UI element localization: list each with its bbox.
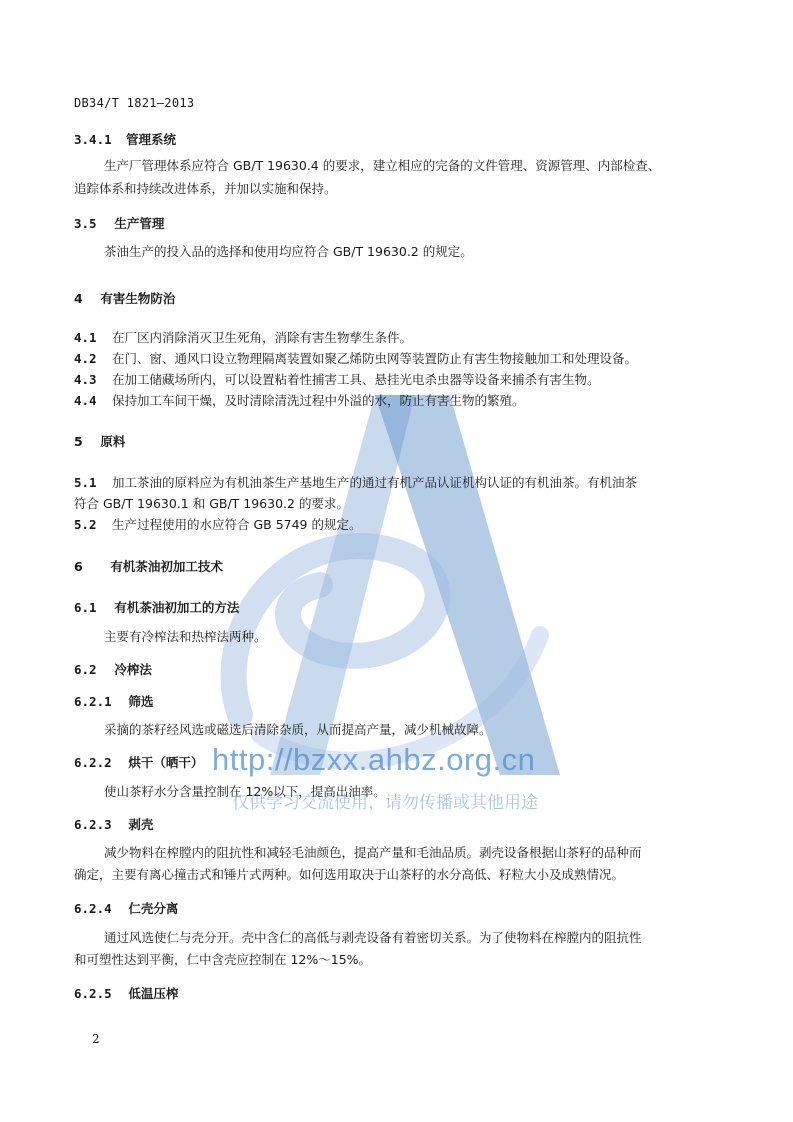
section-number: 6.2.2: [74, 755, 112, 770]
item-text: 保持加工车间干燥，及时清除清洗过程中外溢的水，防止有害生物的繁殖。: [111, 393, 525, 408]
section-number: 6.2: [74, 662, 97, 677]
list-item: [74, 391, 525, 409]
section-title: 生产管理: [114, 216, 165, 231]
item-text: 加工茶油的原料应为有机油茶生产基地生产的通过有机产品认证机构认证的有机油茶。有机油茶: [111, 475, 637, 490]
item-number: 4.4: [74, 393, 97, 408]
item-text: 在厂区内消除消灭卫生死角，消除有害生物孳生条件。: [111, 330, 412, 345]
section-heading-3-5: [74, 214, 164, 232]
section-number: 5: [74, 434, 83, 449]
section-heading-6-2-1: [74, 692, 153, 710]
item-continuation: 符合 GB/T 19630.1 和 GB/T 19630.2 的要求。: [74, 496, 349, 511]
section-number: 3.5: [74, 216, 97, 231]
section-number: 6.2.1: [74, 694, 112, 709]
watermark-note: 仅供学习交流使用，请勿传播或其他用途: [232, 793, 538, 813]
section-title: 烘干（晒干）: [128, 755, 204, 770]
section-number: 6.1: [74, 600, 97, 615]
section-number: 4: [74, 291, 83, 306]
list-item: [74, 515, 361, 533]
paragraph-line: 使山茶籽水分含量控制在 12%以下，提高出油率。: [104, 784, 386, 799]
section-heading-4: [74, 289, 175, 307]
paragraph-line: 采摘的茶籽经风选或磁选后清除杂质，从而提高产量，减少机械故障。: [104, 722, 492, 737]
watermark-url: http://bzxx.ahbz.org.cn: [212, 742, 536, 777]
paragraph-line: 主要有冷榨法和热榨法两种。: [104, 629, 267, 644]
section-title: 低温压榨: [128, 986, 179, 1001]
list-item: [74, 349, 637, 367]
section-title: 有机茶油初加工技术: [110, 559, 223, 574]
list-item: [74, 328, 412, 346]
section-number: 6.2.3: [74, 817, 112, 832]
section-title: 冷榨法: [114, 662, 152, 677]
item-number: 4.3: [74, 372, 97, 387]
section-title: 管理系统: [126, 132, 177, 147]
section-number: 6: [74, 559, 83, 574]
item-number: 4.1: [74, 330, 97, 345]
item-number: 5.1: [74, 475, 97, 490]
item-text: 在门、窗、通风口设立物理隔离装置如聚乙烯防虫网等装置防止有害生物接触加工和处理设备。: [111, 351, 637, 366]
item-text: 在加工储藏场所内，可以设置粘着性捕害工具、悬挂光电杀虫器等设备来捕杀有害生物。: [111, 372, 600, 387]
section-heading-6: [74, 557, 223, 575]
section-heading-3-4-1: [74, 130, 176, 148]
section-heading-6-2-5: [74, 984, 178, 1002]
item-number: 5.2: [74, 517, 97, 532]
section-number: 6.2.5: [74, 986, 112, 1001]
section-number: 3.4.1: [74, 132, 112, 147]
section-title: 原料: [100, 434, 126, 449]
paragraph-line: 确定，主要有离心撞击式和锤片式两种。如何选用取决于山茶籽的水分高低、籽粒大小及成熟情况。: [74, 867, 625, 882]
document-code: DB34/T 1821—2013: [74, 96, 195, 110]
section-number: 6.2.4: [74, 901, 112, 916]
section-title: 剥壳: [128, 817, 154, 832]
section-heading-6-1: [74, 598, 239, 616]
paragraph-line: 和可塑性达到平衡，仁中含壳应控制在 12%～15%。: [74, 952, 372, 967]
section-heading-5: [74, 432, 125, 450]
section-title: 筛选: [128, 694, 154, 709]
paragraph-line: 茶油生产的投入品的选择和使用均应符合 GB/T 19630.2 的规定。: [104, 244, 473, 259]
list-item: [74, 370, 600, 388]
section-heading-6-2: [74, 660, 152, 678]
section-title: 有害生物防治: [100, 291, 176, 306]
item-text: 生产过程使用的水应符合 GB 5749 的规定。: [111, 517, 362, 532]
section-heading-6-2-2: [74, 753, 203, 771]
paragraph-line: 生产厂管理体系应符合 GB/T 19630.4 的要求，建立相应的完备的文件管理、资源管理、内部检查、: [104, 158, 661, 173]
list-item: [74, 473, 637, 491]
paragraph-line: 减少物料在榨膛内的阻抗性和减轻毛油颜色，提高产量和毛油品质。剥壳设备根据山茶籽的品种而: [104, 845, 642, 860]
paragraph-line: 追踪体系和持续改进体系，并加以实施和保持。: [74, 181, 337, 196]
section-heading-6-2-3: [74, 815, 153, 833]
page-number: 2: [92, 1032, 100, 1046]
section-title: 仁壳分离: [128, 901, 179, 916]
item-number: 4.2: [74, 351, 97, 366]
section-heading-6-2-4: [74, 899, 178, 917]
section-title: 有机茶油初加工的方法: [114, 600, 240, 615]
paragraph-line: 通过风选使仁与壳分开。壳中含仁的高低与剥壳设备有着密切关系。为了使物料在榨膛内的阻抗性: [104, 930, 642, 945]
